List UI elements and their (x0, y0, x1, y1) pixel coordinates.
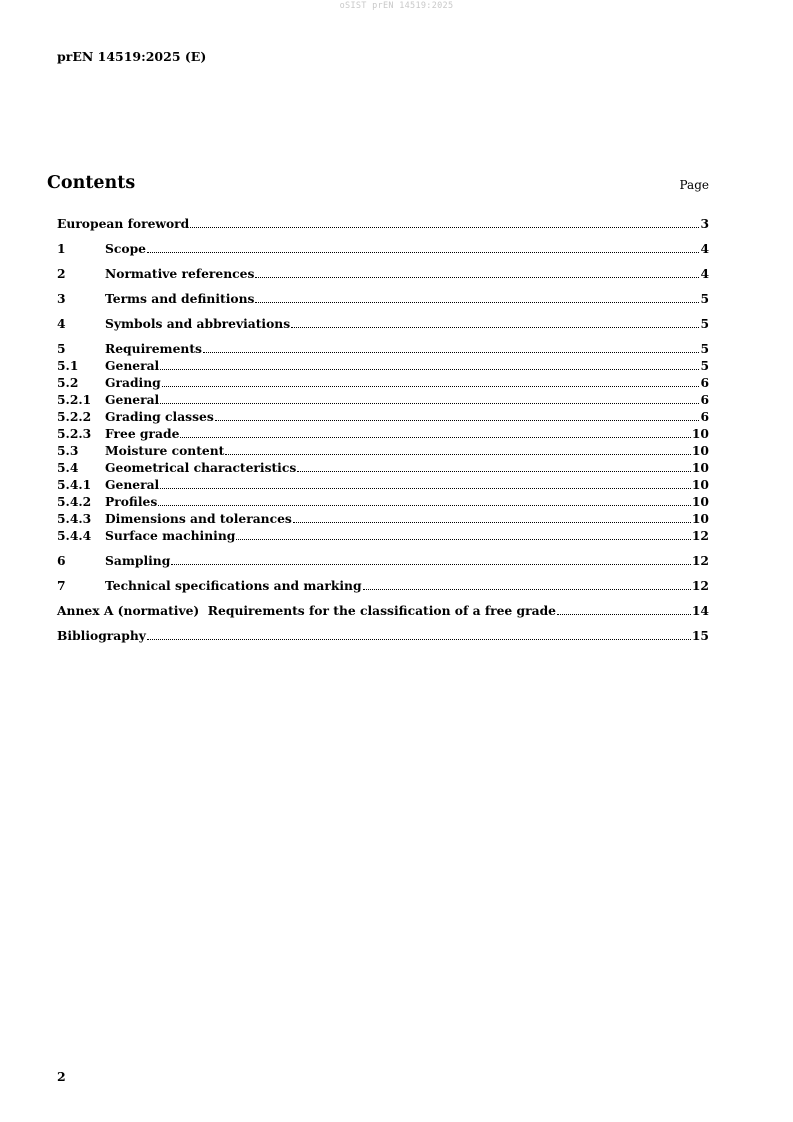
toc-entry-number: 5.4.4 (57, 528, 92, 543)
toc-entry-title: Technical specifications and marking (105, 578, 362, 593)
toc-entry-annex-a[interactable] (57, 602, 709, 619)
toc-leader-dots (171, 552, 691, 565)
toc-entry-dimensions-and-tolerances[interactable] (57, 510, 709, 527)
toc-entry-grading[interactable] (57, 374, 709, 391)
toc-entry-number: 5.3 (57, 443, 79, 458)
toc-entry-title: Bibliography (57, 628, 146, 643)
toc-entry-title: Grading classes (105, 409, 214, 424)
toc-entry-page: 5 (700, 358, 709, 373)
toc-entry-page: 12 (691, 578, 709, 593)
toc-entry-page: 12 (691, 553, 709, 568)
toc-entry-number: 6 (57, 553, 66, 568)
toc-entry-title: Symbols and abbreviations (105, 316, 291, 331)
toc-entry-page: 5 (700, 341, 709, 356)
toc-entry-page: 10 (691, 494, 709, 509)
watermark: oSIST prEN 14519:2025 (339, 1, 454, 11)
toc-entry-page: 5 (700, 291, 709, 306)
toc-entry-number: 5.2.3 (57, 426, 92, 441)
toc-entry-surface-machining[interactable] (57, 527, 709, 544)
toc-leader-dots (180, 425, 690, 438)
toc-entry-normative-references[interactable] (57, 265, 709, 282)
toc-leader-dots (297, 459, 691, 472)
toc-entry-number: 5.2 (57, 375, 79, 390)
document-id-header: prEN 14519:2025 (E) (57, 49, 207, 64)
toc-entry-title: Scope (105, 241, 146, 256)
toc-entry-page: 6 (700, 392, 709, 407)
toc-entry-title: Terms and definitions (105, 291, 255, 306)
toc-leader-dots (147, 627, 691, 640)
toc-entry-title: European foreword (57, 216, 190, 231)
toc-entry-title: Dimensions and tolerances (105, 511, 292, 526)
toc-entry-number: 5.1 (57, 358, 79, 373)
footer-page-number: 2 (57, 1069, 66, 1084)
toc-entry-title: General (105, 392, 160, 407)
toc-entry-title: Normative references (105, 266, 255, 281)
toc-entry-number: 4 (57, 316, 66, 331)
toc-entry-title: Profiles (105, 494, 158, 509)
toc-entry-number: 5 (57, 341, 66, 356)
toc-entry-symbols-and-abbreviations[interactable] (57, 315, 709, 332)
toc-entry-page: 10 (691, 477, 709, 492)
toc-entry-free-grade[interactable] (57, 425, 709, 442)
toc-entry-number: 2 (57, 266, 66, 281)
toc-entry-5-4-1-general[interactable] (57, 476, 709, 493)
toc-entry-number: 5.4.2 (57, 494, 92, 509)
toc-entry-number: 3 (57, 291, 66, 306)
toc-leader-dots (363, 577, 691, 590)
toc-leader-dots (225, 442, 691, 455)
toc-entry-page: 4 (700, 241, 709, 256)
toc-entry-geometrical-characteristics[interactable] (57, 459, 709, 476)
toc-entry-number: 1 (57, 241, 66, 256)
toc-entry-page: 4 (700, 266, 709, 281)
toc-leader-dots (255, 290, 699, 303)
toc-entry-number: 5.4.3 (57, 511, 92, 526)
toc-entry-title: Requirements (105, 341, 202, 356)
toc-entry-page: 10 (691, 511, 709, 526)
toc-leader-dots (255, 265, 699, 278)
toc-entry-sampling[interactable] (57, 552, 709, 569)
toc-entry-5-1-general[interactable] (57, 357, 709, 374)
toc-entry-page: 5 (700, 316, 709, 331)
toc-entry-number: 5.2.2 (57, 409, 92, 424)
toc-entry-title: Grading (105, 375, 161, 390)
toc-entry-page: 12 (691, 528, 709, 543)
toc-leader-dots (557, 602, 691, 615)
toc-entry-page: 6 (700, 409, 709, 424)
toc-leader-dots (236, 527, 690, 540)
toc-entry-page: 15 (691, 628, 709, 643)
toc-leader-dots (190, 215, 699, 228)
toc-entry-scope[interactable] (57, 240, 709, 257)
toc-leader-dots (291, 315, 699, 328)
toc-entry-grading-classes[interactable] (57, 408, 709, 425)
toc-entry-requirements[interactable] (57, 340, 709, 357)
toc-leader-dots (147, 240, 699, 253)
toc-entry-number: 5.4 (57, 460, 79, 475)
toc-entry-page: 14 (691, 603, 709, 618)
toc-entry-number: 7 (57, 578, 66, 593)
toc-entry-number: 5.4.1 (57, 477, 92, 492)
toc-entry-number: 5.2.1 (57, 392, 92, 407)
toc-entry-page: 10 (691, 460, 709, 475)
toc-leader-dots (215, 408, 700, 421)
toc-entry-title: Geometrical characteristics (105, 460, 297, 475)
toc-entry-profiles[interactable] (57, 493, 709, 510)
toc-entry-page: 10 (691, 426, 709, 441)
toc-entry-title: Moisture content (105, 443, 225, 458)
toc-leader-dots (293, 510, 691, 523)
page-column-label: Page (679, 178, 709, 192)
toc-entry-title: Sampling (105, 553, 171, 568)
toc-entry-moisture-content[interactable] (57, 442, 709, 459)
toc-entry-title: General (105, 358, 160, 373)
contents-heading: Contents (47, 173, 136, 193)
toc-entry-terms-and-definitions[interactable] (57, 290, 709, 307)
toc-leader-dots (160, 357, 699, 370)
toc-entry-title: Free grade (105, 426, 180, 441)
toc-leader-dots (158, 493, 691, 506)
toc-entry-page: 10 (691, 443, 709, 458)
table-of-contents (57, 215, 709, 644)
toc-leader-dots (162, 374, 700, 387)
toc-leader-dots (160, 391, 699, 404)
toc-entry-title: Surface machining (105, 528, 236, 543)
toc-leader-dots (160, 476, 691, 489)
toc-entry-title: General (105, 477, 160, 492)
toc-entry-page: 3 (700, 216, 709, 231)
toc-entry-5-2-1-general[interactable] (57, 391, 709, 408)
toc-entry-european-foreword[interactable] (57, 215, 709, 232)
toc-entry-page: 6 (700, 375, 709, 390)
toc-entry-technical-specifications[interactable] (57, 577, 709, 594)
toc-entry-title: Annex A (normative) Requirements for the classification of a free grade (57, 603, 556, 618)
toc-leader-dots (203, 340, 700, 353)
toc-entry-bibliography[interactable] (57, 627, 709, 644)
